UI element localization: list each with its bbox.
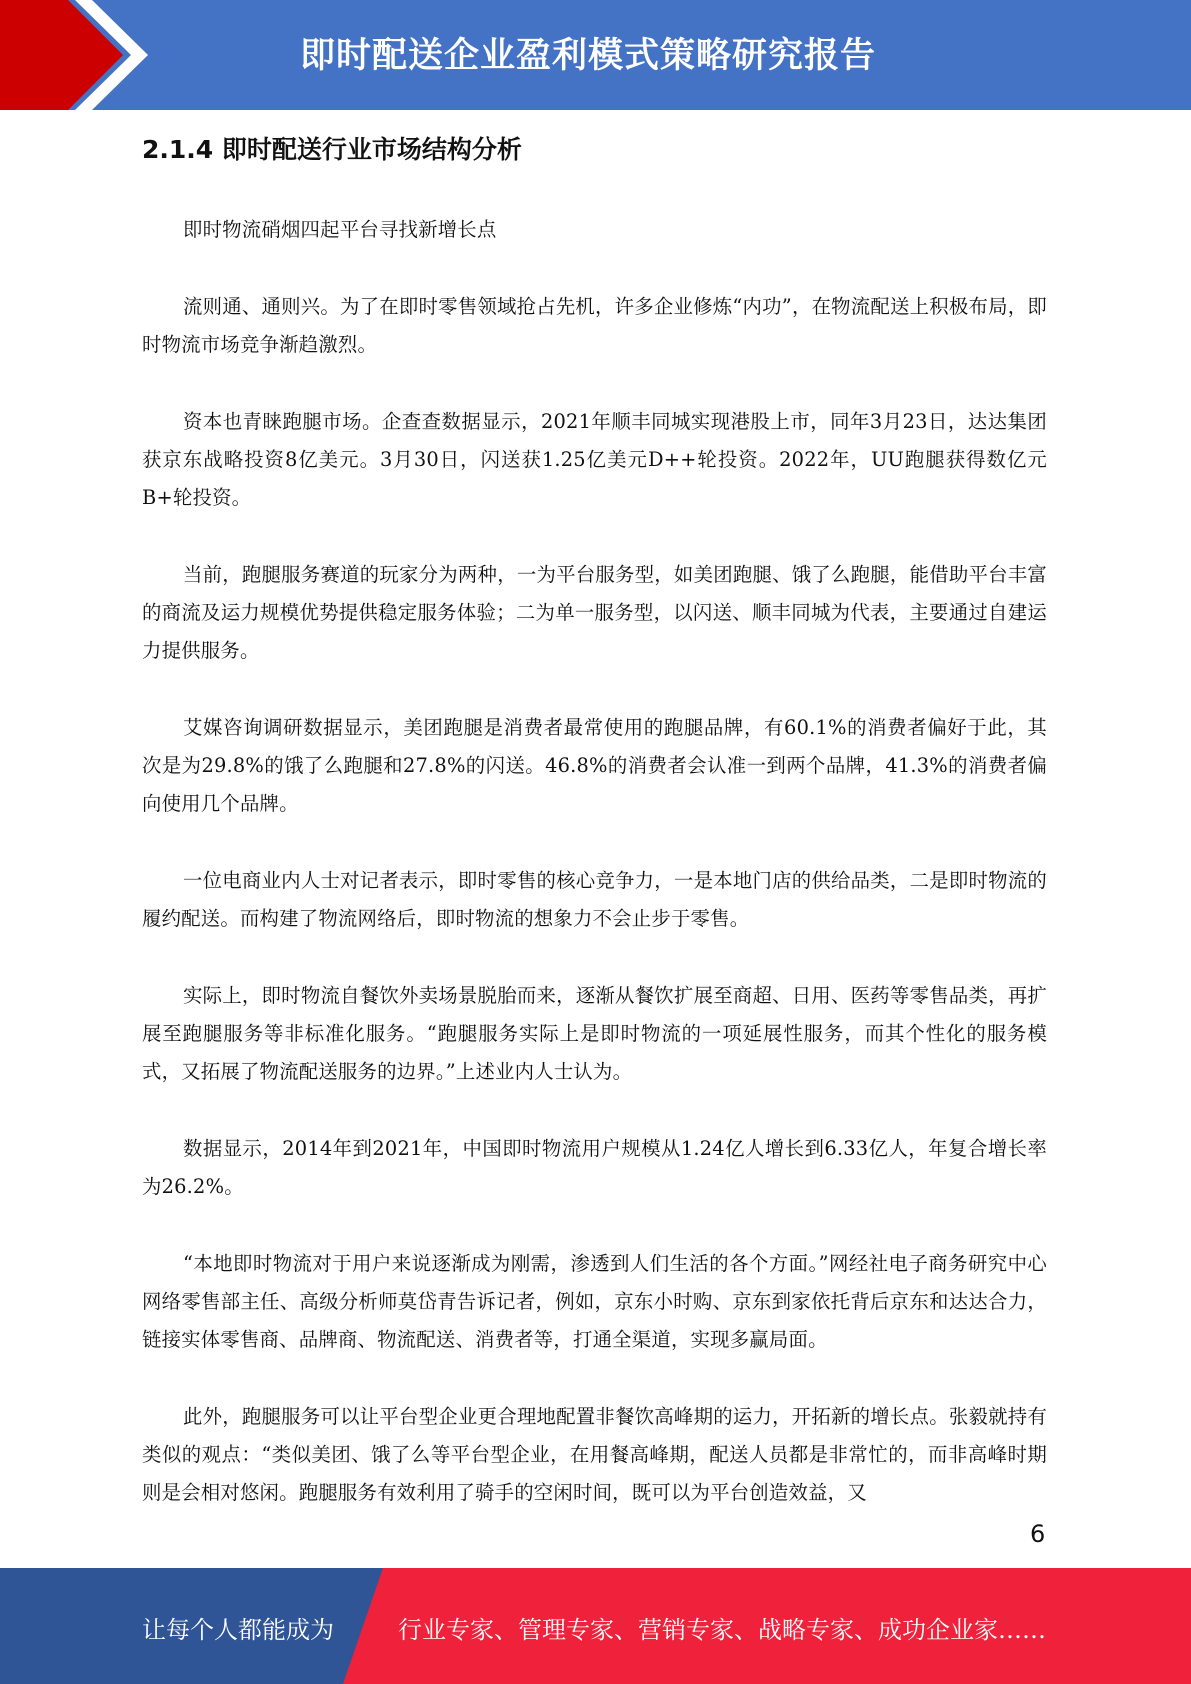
paragraph: 一位电商业内人士对记者表示，即时零售的核心竞争力，一是本地门店的供给品类，二是即时物流的履约配送。而构建了物流网络后，即时物流的想象力不会止步于零售。: [142, 869, 1047, 930]
section-heading: 2.1.4 即时配送行业市场结构分析: [142, 135, 522, 164]
footer-slogan-left: 让每个人都能成为: [142, 1616, 334, 1644]
footer-slogan-right: 行业专家、管理专家、营销专家、战略专家、成功企业家……: [398, 1616, 1046, 1644]
paragraph: 此外，跑腿服务可以让平台型企业更合理地配置非餐饮高峰期的运力，开拓新的增长点。张毅就持有类似的观点：“类似美团、饿了么等平台型企业，在用餐高峰期，配送人员都是非常忙的，而非高峰时期则是会相对悠闲。跑腿服务有效利用了骑手的空闲时间，既可以为平台创造效益，又: [142, 1405, 1047, 1504]
page-footer: [0, 1568, 1191, 1684]
paragraph: 艾媒咨询调研数据显示，美团跑腿是消费者最常使用的跑腿品牌，有60.1%的消费者偏好于此，其次是为29.8%的饿了么跑腿和27.8%的闪送。46.8%的消费者会认准一到两个品牌，41.3%的消费者偏向使用几个品牌。: [142, 716, 1047, 815]
report-title: 即时配送企业盈利模式策略研究报告: [300, 36, 877, 76]
paragraph: 当前，跑腿服务赛道的玩家分为两种，一为平台服务型，如美团跑腿、饿了么跑腿，能借助平台丰富的商流及运力规模优势提供稳定服务体验；二为单一服务型，以闪送、顺丰同城为代表，主要通过自建运力提供服务。: [142, 563, 1047, 662]
page-header: [0, 0, 1191, 110]
header-arrow-decoration: [0, 0, 160, 110]
body-content: [142, 211, 1047, 1551]
paragraph: 数据显示，2014年到2021年，中国即时物流用户规模从1.24亿人增长到6.33亿人，年复合增长率为26.2%。: [142, 1137, 1047, 1198]
paragraph: 实际上，即时物流自餐饮外卖场景脱胎而来，逐渐从餐饮扩展至商超、日用、医药等零售品类，再扩展至跑腿服务等非标准化服务。“跑腿服务实际上是即时物流的一项延展性服务，而其个性化的服务模式，又拓展了物流配送服务的边界。”上述业内人士认为。: [142, 984, 1047, 1083]
paragraph: “本地即时物流对于用户来说逐渐成为刚需，渗透到人们生活的各个方面。”网经社电子商务研究中心网络零售部主任、高级分析师莫岱青告诉记者，例如，京东小时购、京东到家依托背后京东和达达合力，链接实体零售商、品牌商、物流配送、消费者等，打通全渠道，实现多赢局面。: [142, 1252, 1047, 1351]
page-number: 6: [1030, 1520, 1046, 1548]
paragraph: 流则通、通则兴。为了在即时零售领域抢占先机，许多企业修炼“内功”，在物流配送上积极布局，即时物流市场竞争渐趋激烈。: [142, 295, 1047, 356]
paragraph-subtitle: 即时物流硝烟四起平台寻找新增长点: [183, 218, 497, 241]
paragraph: 资本也青睐跑腿市场。企查查数据显示，2021年顺丰同城实现港股上市，同年3月23日，达达集团获京东战略投资8亿美元。3月30日，闪送获1.25亿美元D++轮投资。2022年，UU跑腿获得数亿元B+轮投资。: [142, 410, 1047, 509]
